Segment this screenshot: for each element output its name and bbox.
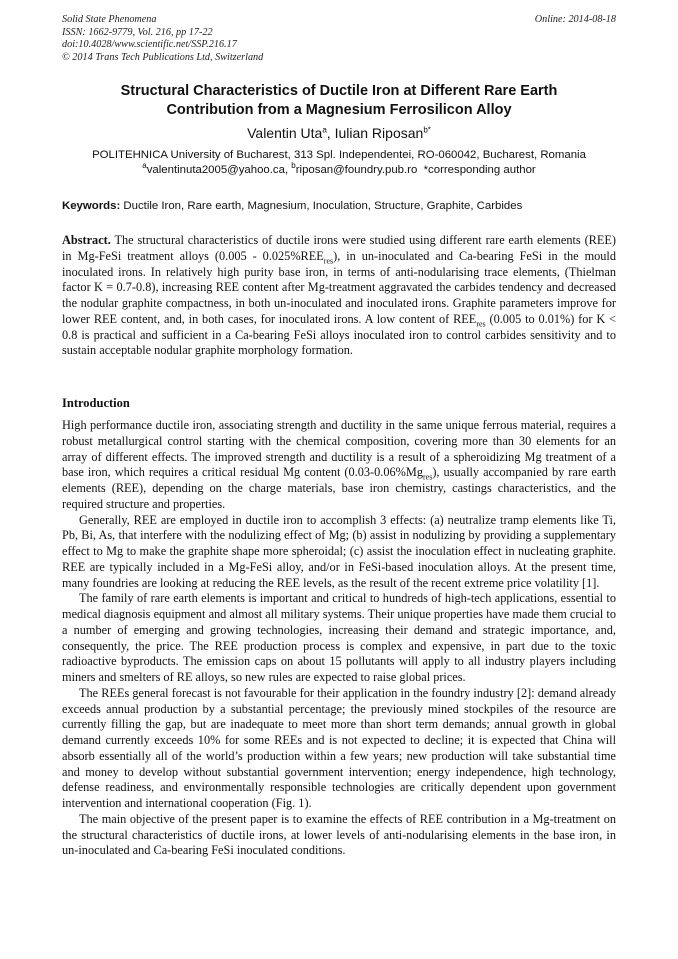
paragraph-text: High performance ductile iron, associating strength and ductility in the same unique ferrous material, requires a robust metallurgical control starting with the chemical composition, covering more than 30 elements for an array of different effects. The improved strength and ductility is a result of a spheroidizing Mg treatment of a base iron, which requires a critical residual Mg content (0.03-0.06%Mg (62, 418, 616, 480)
subscript: res (476, 319, 486, 329)
section-heading: Introduction (62, 396, 130, 410)
journal-name: Solid State Phenomena (62, 14, 157, 25)
body-paragraph: Generally, REE are employed in ductile iron to accomplish 3 effects: (a) neutralize tramp elements like Ti, Pb, Bi, As, that interfere with the nodulizing effect of Mg; (b) assist in nodulizing by providing a supplementary effect to Mg to make the graphite shape more spheroidal; (c) assist the inoculation effect in nucleating graphite. REE are typically included in a Mg-FeSi alloy, and/or in FeSi-based inoculation alloys. At the present time, many foundries are looking at reducing the REE levels, as the result of the recent extreme price volatility [1]. (62, 512, 616, 590)
body-paragraph (62, 418, 616, 513)
journal-header (62, 14, 616, 64)
affiliation-block (62, 148, 616, 178)
abstract-text: ), in un-inoculated and Ca-bearing FeSi in the mould inoculated irons. In relatively high purity base iron, in terms of anti-nodularising trace elements, (Thielman factor K = 0.7-0.8), increasing REE content after Mg-treatment aggravated the carbides tendency and decreased the nodular graphite compactness, in both un-inoculated and inoculated irons. Graphite parameters improve for lower REE content, and, in both cases, for inoculated irons. A low content of REE (62, 248, 617, 326)
body-paragraph: The main objective of the present paper is to examine the effects of REE contribution in a Mg-treatment on the structural characteristics of ductile irons, at lower levels of anti-nodularising elements in the base iron, in un-inoculated and Ca-bearing FeSi inoculated conditions. (62, 811, 616, 858)
author-separator: , (326, 125, 335, 141)
title-line-2: Contribution from a Magnesium Ferrosilicon Alloy (166, 102, 512, 118)
keywords-line (62, 199, 616, 214)
keywords-label: Keywords: (62, 200, 121, 212)
copyright-line: © 2014 Trans Tech Publications Ltd, Switzerland (62, 51, 264, 63)
author-affiliation-mark: a (322, 125, 327, 135)
institution-address: POLITEHNICA University of Bucharest, 313 Spl. Independentei, RO-060042, Bucharest, Romania (92, 149, 586, 161)
keywords-text: Ductile Iron, Rare earth, Magnesium, Inoculation, Structure, Graphite, Carbides (120, 200, 523, 212)
corresponding-note: *corresponding author (417, 164, 536, 176)
body-paragraph: The REEs general forecast is not favourable for their application in the foundry industry [2]: demand already exceeds annual production by a substantial percentage; the previously mined stockpiles of the resource are currently filling the gap, but are inadequate to meet more than short term demands; annual growth in global demand currently exceeds 10% for some REEs and is not expected to decline; it is expected that China will absorb essentially all of the world’s production within a few years; new production will take substantial time and money to develop without substantial government intervention; energy independence, high technology, defense readiness, and environmentally responsible technologies are critically dependent upon government intervention and international cooperation (Fig. 1). (62, 685, 616, 810)
author-name: Iulian Riposan (334, 125, 424, 141)
email-mark: b (291, 161, 296, 171)
email-line (62, 163, 616, 178)
body-paragraph: The family of rare earth elements is important and critical to hundreds of high-tech applications, essential to medical diagnosis equipment and almost all military systems. Their unique properties have made them crucial to a number of emerging and growing technologies, increasing their demand and strategic importance, and, consequently, the price. The REE production process is complex and expensive, in part due to the toxic radioactive byproducts. The emission caps on about 15 pollutants will apply to all industry players including miners and smelters of RE alloys, so new rules are expected to raise global prices. (62, 591, 616, 684)
introduction-body (62, 418, 616, 859)
title-line-1: Structural Characteristics of Ductile Iron at Different Rare Earth (120, 83, 558, 99)
paper-title (62, 82, 616, 120)
issn-line: ISSN: 1662-9779, Vol. 216, pp 17-22 (62, 26, 213, 38)
email-mark: a (142, 161, 147, 171)
subscript: res (323, 256, 334, 266)
subscript: res (423, 472, 433, 482)
author-name: Valentin Uta (247, 125, 323, 141)
abstract-text: (0.005 to 0.01%) for K < 0.8 is practical and sufficient in a Ca-bearing FeSi alloys inoculated iron to control carbides sensitivity and to sustain acceptable nodular graphite morphology formation. (62, 311, 616, 358)
abstract-text: The structural characteristics of ductile irons were studied using different rare earth elements (REE) in Mg-FeSi treatment alloys (0.005 - 0.025%REE (62, 233, 616, 263)
author-affiliation-mark: b* (423, 125, 431, 135)
abstract-label: Abstract. (62, 233, 111, 247)
abstract-paragraph (62, 233, 616, 359)
paragraph-text: ), usually accompanied by rare earth elements (REE), depending on the charge materials, base iron chemistry, castings characteristics, and the required structure and properties. (62, 465, 616, 511)
online-date: Online: 2014-08-18 (534, 14, 616, 25)
doi-line: doi:10.4028/www.scientific.net/SSP.216.17 (62, 39, 237, 51)
author-list (62, 124, 616, 142)
email-address: valentinuta2005@yahoo.ca, (146, 164, 292, 176)
email-address: riposan@foundry.pub.ro (295, 164, 418, 176)
